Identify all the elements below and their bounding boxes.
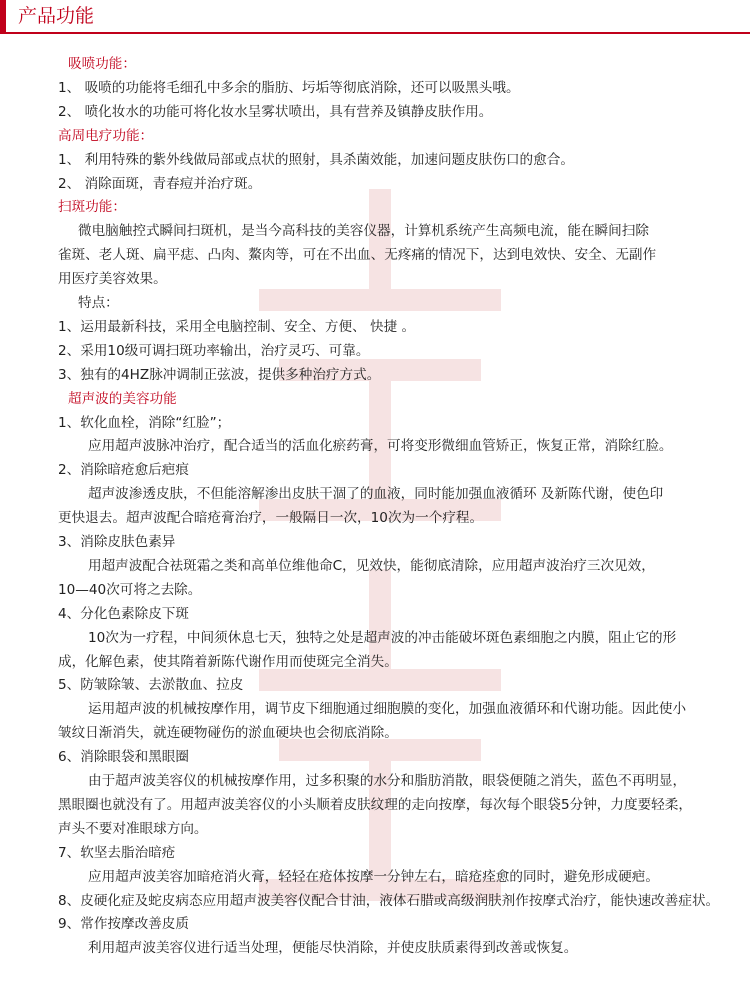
section-title: 产品功能 — [18, 5, 95, 27]
text-line: 微电脑触控式瞬间扫斑机，是当今高科技的美容仪器，计算机系统产生高频电流，能在瞬间扫除 — [78, 223, 649, 240]
text-line: 雀斑、老人斑、扁平痣、凸肉、鰲肉等，可在不出血、无疼痛的情况下，达到电效快、安全、无副作 — [58, 247, 657, 264]
text-line: 8、皮硬化症及蛇皮病态应用超声波美容仪配合甘油，液体石腊或高级润肤剂作按摩式治疗，能快速改善症状。 — [58, 892, 720, 909]
text-line: 2、消除暗疮愈后疤痕 — [58, 462, 189, 479]
section-heading: 超声波的美容功能 — [68, 390, 177, 407]
text-line: 应用超声波脉冲治疗，配合适当的活血化瘀药膏，可将变形微细血管矫正，恢复正常，消除红脸。 — [88, 438, 673, 455]
text-line: 3、消除皮肤色素异 — [58, 534, 176, 550]
text-line: 用医疗美容效果。 — [58, 271, 167, 288]
text-line: 2、 消除面斑，青春痘并治疗斑。 — [58, 175, 262, 192]
text-line: 5、防皱除皱、去淤散血、拉皮 — [58, 677, 244, 694]
text-line: 超声波渗透皮肤，不但能溶解渗出皮肤干涸了的血液，同时能加强血液循环 及新陈代谢，使色印 — [88, 486, 664, 503]
text-line: 6、消除眼袋和黑眼圈 — [58, 749, 189, 766]
text-line: 特点： — [78, 295, 119, 311]
text-line: 2、 喷化妆水的功能可将化妆水呈雾状喷出，具有营养及镇静皮肤作用。 — [58, 103, 493, 120]
text-line: 皱纹日渐消失，就连硬物碰伤的淤血硬块也会彻底消除。 — [58, 725, 398, 742]
text-line: 声头不要对准眼球方向。 — [58, 820, 208, 837]
header-divider — [0, 32, 750, 34]
header-accent-bar — [0, 0, 6, 32]
text-line: 应用超声波美容加暗疮消火膏，轻轻在疮体按摩一分钟左右，暗疮痊愈的同时，避免形成硬疤。 — [88, 868, 659, 885]
text-line: 7、软坚去脂治暗疮 — [58, 844, 176, 861]
text-line: 黑眼圈也就没有了。用超声波美容仪的小头顺着皮肤纹理的走向按摩，每次每个眼袋5分钟，力度要轻柔， — [58, 796, 692, 813]
text-line: 4、分化色素除皮下斑 — [58, 605, 189, 622]
text-line: 更快退去。超声波配合暗疮膏治疗，一般隔日一次，10次为一个疗程。 — [58, 510, 484, 527]
text-line: 10—40次可将之去除。 — [58, 581, 202, 598]
text-line: 用超声波配合祛斑霜之类和高单位维他命C，见效快，能彻底清除，应用超声波治疗三次见效， — [88, 557, 655, 574]
text-line: 9、常作按摩改善皮质 — [58, 916, 189, 933]
text-line: 利用超声波美容仪进行适当处理，便能尽快消除，并使皮肤质素得到改善或恢复。 — [88, 940, 578, 957]
text-line: 1、软化血栓，消除“红脸”； — [58, 414, 231, 431]
section-heading: 吸喷功能： — [68, 56, 136, 72]
text-line: 成，化解色素，使其隋着新陈代谢作用而使斑完全消失。 — [58, 653, 398, 670]
text-line: 2、采用10级可调扫斑功率输出，治疗灵巧、可靠。 — [58, 342, 370, 359]
text-line: 1、 吸喷的功能将毛细孔中多余的脂肪、圬垢等彻底消除，还可以吸黑头哦。 — [58, 79, 520, 96]
text-line: 1、运用最新科技，采用全电脑控制、安全、方便、 快捷 。 — [58, 318, 416, 335]
section-heading: 高周电疗功能： — [58, 127, 154, 144]
text-line: 运用超声波的机械按摩作用，调节皮下细胞通过细胞膜的变化，加强血液循环和代谢功能。因此使小 — [88, 701, 687, 718]
text-line: 由于超声波美容仪的机械按摩作用，过多积聚的水分和脂肪消散，眼袋便随之消失，蓝色不再明显， — [88, 773, 687, 789]
text-line: 3、独有的4HZ脉冲调制正弦波，提供多种治疗方式。 — [58, 366, 381, 383]
text-line: 10次为一疗程，中间须休息七天，独特之处是超声波的冲击能破坏斑色素细胞之内膜，阻止它的形 — [88, 629, 677, 646]
text-line: 1、 利用特殊的紫外线做局部或点状的照射，具杀菌效能，加速问题皮肤伤口的愈合。 — [58, 151, 574, 168]
section-heading: 扫斑功能： — [58, 199, 126, 216]
section-header — [0, 0, 750, 37]
